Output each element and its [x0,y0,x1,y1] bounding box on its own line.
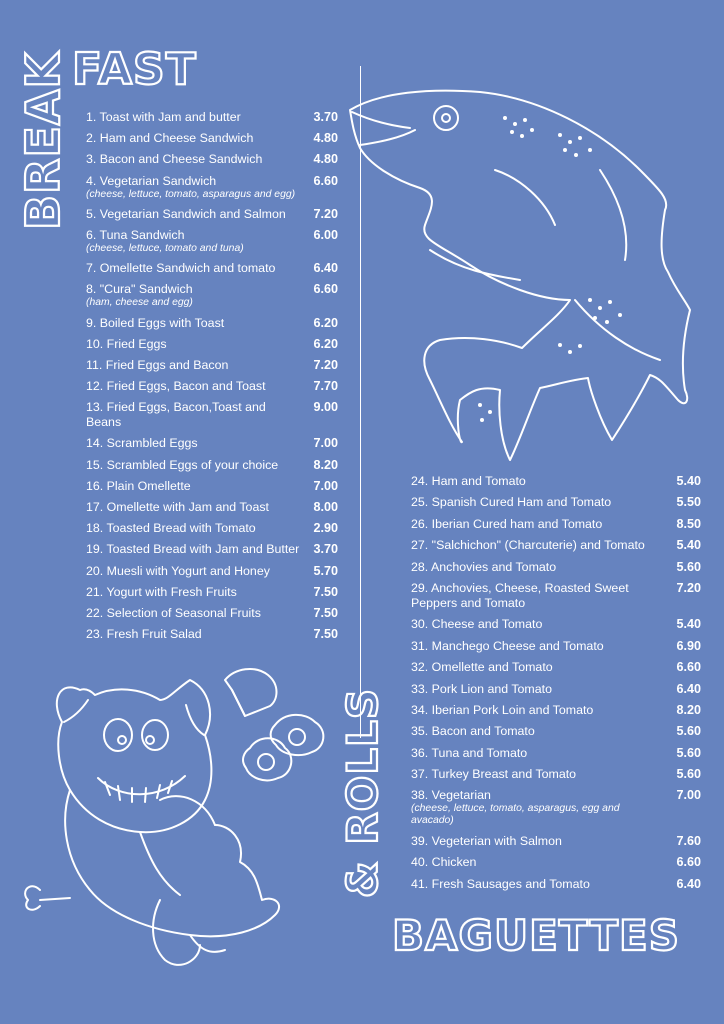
menu-item-price: 5.60 [676,724,701,739]
menu-item [86,282,338,309]
divider-line-top [360,66,361,738]
menu-item-name: 19. Toasted Bread with Jam and Butter [86,542,300,557]
menu-item-name: 2. Ham and Cheese Sandwich [86,131,254,146]
menu-item-note: (cheese, lettuce, tomato, asparagus and egg) [86,188,296,200]
menu-item-price: 4.80 [313,131,338,146]
menu-item-text [86,110,308,125]
menu-item-text [411,703,671,718]
menu-item [86,564,338,579]
fried-eggs-illustration [243,715,323,781]
menu-item-name: 14. Scrambled Eggs [86,436,198,451]
menu-item-text [411,877,671,892]
toast-illustration [225,669,277,716]
menu-item [86,400,338,430]
menu-item-price: 5.40 [676,474,701,488]
menu-item-name: 1. Toast with Jam and butter [86,110,241,124]
menu-item-name: 16. Plain Omellette [86,478,191,493]
menu-item [86,110,338,125]
menu-item-price: 7.50 [313,627,338,642]
menu-item-name: 9. Boiled Eggs with Toast [86,315,225,330]
menu-item-price: 2.90 [313,521,338,536]
menu-item [411,517,701,532]
menu-item-text [86,400,308,430]
menu-item [411,495,701,510]
menu-item-price: 8.20 [676,702,701,717]
menu-item [411,834,701,849]
menu-item-name: 40. Chicken [411,855,477,870]
fast-title: FAST [72,44,197,95]
menu-item [86,479,338,494]
rolls-menu-list [411,474,701,898]
menu-item-text [86,500,308,515]
menu-item-name: 8. "Cura" Sandwich [86,282,193,297]
menu-item [411,682,701,697]
menu-item [411,560,701,575]
menu-item-name: 25. Spanish Cured Ham and Tomato [411,495,612,510]
menu-item-name: 6. Tuna Sandwich [86,227,185,242]
menu-item-price: 6.60 [313,282,338,297]
menu-item-price: 5.60 [676,767,701,782]
menu-item-name: 24. Ham and Tomato [411,474,526,488]
rolls-title: & ROLLS [338,687,387,898]
menu-item-text [86,337,308,352]
menu-item-name: 36. Tuna and Tomato [411,745,528,760]
menu-item-price: 8.50 [676,516,701,531]
menu-item [411,724,701,739]
breakfast-menu-list [86,110,338,648]
menu-item-price: 7.20 [313,206,338,221]
menu-item [411,746,701,761]
fish-spots [478,116,622,422]
menu-item-text [411,660,671,675]
menu-item-name: 15. Scrambled Eggs of your choice [86,457,279,472]
menu-item [86,542,338,557]
menu-item-price: 7.20 [676,580,701,595]
menu-item-price: 3.70 [313,110,338,124]
menu-item-name: 29. Anchovies, Cheese, Roasted Sweet Peppers and Tomato [411,580,629,610]
menu-item-name: 38. Vegetarian [411,788,491,803]
menu-item-text [86,379,308,394]
menu-item-text [411,495,671,510]
menu-item [411,767,701,782]
menu-item-name: 11. Fried Eggs and Bacon [86,357,229,372]
menu-item [86,379,338,394]
menu-item-name: 12. Fried Eggs, Bacon and Toast [86,379,266,394]
menu-item-note: (ham, cheese and egg) [86,297,193,309]
menu-item-name: 5. Vegetarian Sandwich and Salmon [86,206,286,221]
menu-item-text [411,517,671,532]
menu-item [86,358,338,373]
menu-item-price: 7.50 [313,584,338,599]
menu-item-name: 33. Pork Lion and Tomato [411,681,552,696]
menu-item-text [411,682,671,697]
menu-item-price: 6.20 [313,315,338,330]
menu-item-text [86,131,308,146]
menu-item [411,639,701,654]
menu-item-price: 6.90 [676,638,701,653]
menu-item-price: 7.20 [313,357,338,372]
menu-item [86,316,338,331]
menu-item-text [411,855,671,870]
menu-item-name: 7. Omellette Sandwich and tomato [86,261,276,276]
menu-item-name: 27. "Salchichon" (Charcuterie) and Tomato [411,538,645,553]
menu-item-text [86,316,308,331]
menu-item-text [86,627,308,642]
menu-item-price: 6.60 [676,855,701,870]
menu-item-price: 7.50 [313,605,338,620]
menu-item-price: 9.00 [313,400,338,415]
menu-item [86,436,338,451]
menu-item-name: 28. Anchovies and Tomato [411,559,557,574]
menu-item-note: (cheese, lettuce, tomato and tuna) [86,242,244,254]
menu-item [86,174,338,201]
menu-item-name: 4. Vegetarian Sandwich [86,173,217,188]
menu-item-text [411,788,671,827]
menu-item-price: 5.40 [676,538,701,553]
menu-item-price: 3.70 [313,542,338,557]
menu-item-price: 6.20 [313,336,338,351]
menu-item [86,131,338,146]
menu-item-text [86,564,308,579]
menu-item-text [411,724,671,739]
menu-item-text [86,606,308,621]
menu-item-price: 5.70 [313,563,338,578]
menu-item-name: 17. Omellette with Jam and Toast [86,500,269,514]
menu-item-price: 6.60 [676,660,701,675]
menu-item-text [86,261,308,276]
menu-item-name: 31. Manchego Cheese and Tomato [411,638,604,653]
menu-item-price: 7.00 [313,436,338,451]
menu-item-name: 13. Fried Eggs, Bacon,Toast and Beans [86,400,266,430]
menu-item-price: 7.60 [676,833,701,848]
menu-item-name: 26. Iberian Cured ham and Tomato [411,516,603,531]
menu-item [86,627,338,642]
menu-item-note: (cheese, lettuce, tomato, asparagus, egg and avacado) [411,803,620,827]
menu-item [86,458,338,473]
menu-item-text [86,436,308,451]
baguettes-title: BAGUETTES [392,911,680,960]
menu-item-price: 4.80 [313,152,338,167]
menu-item-price: 6.60 [313,173,338,188]
menu-item-price: 5.50 [676,495,701,510]
menu-item-text [86,521,308,536]
menu-item-name: 3. Bacon and Cheese Sandwich [86,152,263,167]
menu-item-price: 7.70 [313,379,338,394]
menu-item [86,152,338,167]
menu-item-price: 6.00 [313,227,338,242]
menu-item-text [411,617,671,632]
menu-item-name: 23. Fresh Fruit Salad [86,627,202,642]
menu-item-name: 41. Fresh Sausages and Tomato [411,876,590,891]
fish-illustration [350,91,690,460]
menu-item-text [86,585,308,600]
menu-item-price: 6.40 [313,261,338,276]
menu-item-text [86,479,308,494]
menu-item [411,855,701,870]
menu-item [86,207,338,222]
menu-item-price: 8.00 [313,500,338,514]
menu-item [411,877,701,892]
menu-item-price: 8.20 [313,457,338,472]
menu-item-price: 6.40 [676,681,701,696]
menu-item-text [411,560,671,575]
menu-item [86,521,338,536]
break-title: BREAK [16,51,70,230]
menu-item-text [86,542,308,557]
menu-item [86,585,338,600]
menu-item-text [411,767,671,782]
menu-item-name: 34. Iberian Pork Loin and Tomato [411,702,594,717]
menu-item-price: 5.60 [676,745,701,760]
menu-item-text [86,458,308,473]
menu-item [86,337,338,352]
menu-item-name: 37. Turkey Breast and Tomato [411,767,577,782]
menu-item-name: 22. Selection of Seasonal Fruits [86,605,261,620]
menu-item-name: 35. Bacon and Tomato [411,724,535,739]
menu-item-price: 6.40 [676,876,701,891]
menu-item-name: 39. Vegeterian with Salmon [411,833,562,848]
menu-item-text [86,282,308,309]
menu-item-name: 18. Toasted Bread with Tomato [86,521,256,536]
menu-item-text [411,639,671,654]
menu-item-text [86,228,308,255]
menu-item-price: 5.60 [676,559,701,574]
menu-item-text [411,581,671,611]
menu-item-price: 7.00 [313,478,338,493]
menu-item [86,500,338,515]
menu-item-name: 21. Yogurt with Fresh Fruits [86,584,237,599]
menu-item [411,617,701,632]
menu-item-text [411,746,671,761]
menu-item-name: 30. Cheese and Tomato [411,617,543,632]
menu-item-text [411,834,671,849]
menu-item [411,581,701,611]
menu-item-price: 7.00 [676,788,701,803]
menu-item [411,660,701,675]
menu-item-name: 10. Fried Eggs [86,336,167,351]
menu-item [411,474,701,489]
menu-item-text [86,207,308,222]
menu-item-name: 20. Muesli with Yogurt and Honey [86,563,270,578]
menu-item-text [411,538,671,553]
menu-item-text [86,152,308,167]
menu-item-name: 32. Omellette and Tomato [411,660,553,675]
menu-item-text [411,474,671,489]
menu-item-text [86,358,308,373]
menu-item-price: 5.40 [676,617,701,632]
menu-item [411,788,701,827]
menu-item [86,261,338,276]
menu-item [411,703,701,718]
pig-illustration [25,680,279,965]
menu-item-text [86,174,308,201]
menu-item [86,606,338,621]
menu-item [411,538,701,553]
menu-item [86,228,338,255]
